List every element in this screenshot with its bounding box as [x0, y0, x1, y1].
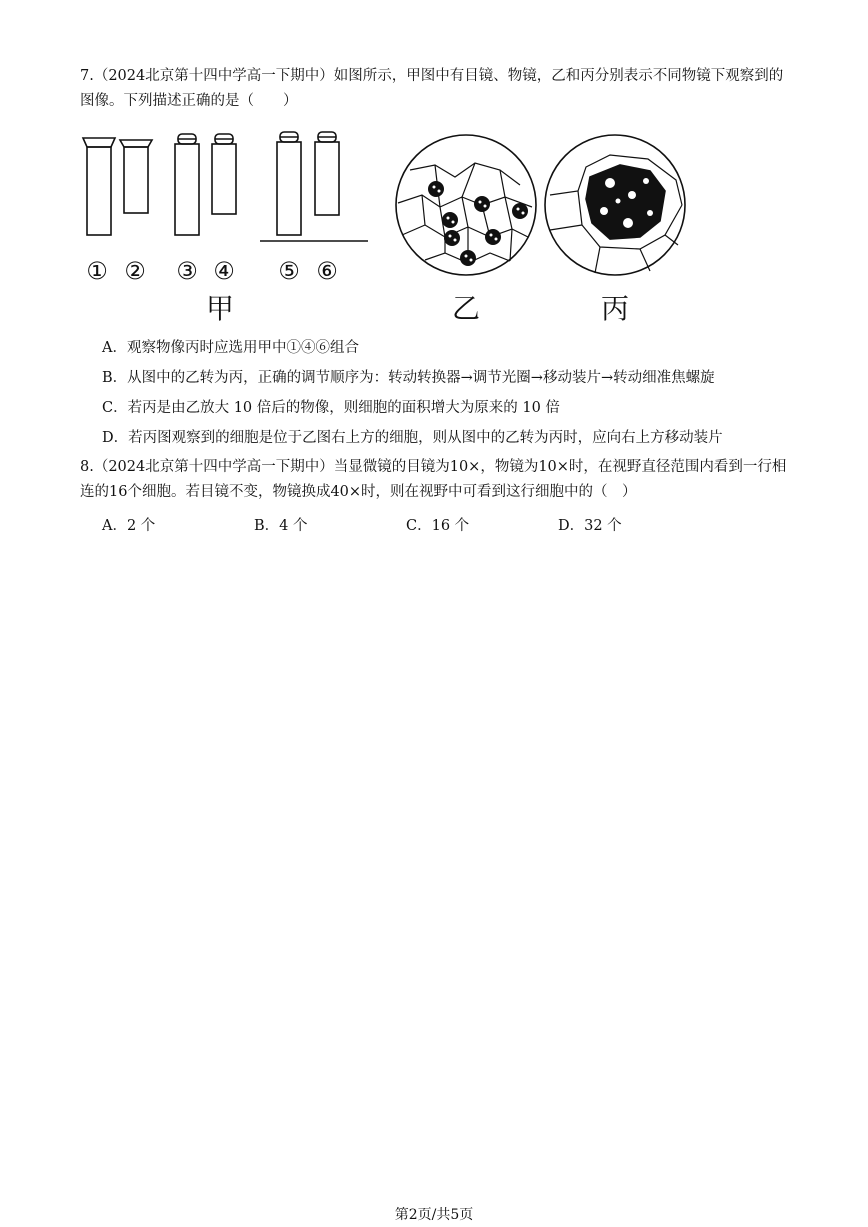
- question-7-options: [102, 333, 723, 453]
- objective-5-shape: [277, 132, 301, 235]
- caption-yi: 乙: [451, 292, 481, 325]
- page-number: 第2页/共5页: [394, 1207, 474, 1223]
- question-7-stem: 7.（2024北京第十四中学高一下期中）如图所示，甲图中有目镜、物镜，乙和丙分别表示不同物镜下观察到的图像。下列描述正确的是（ ）: [80, 68, 784, 109]
- caption-bing: 丙: [600, 292, 630, 325]
- figure-svg: [80, 125, 700, 335]
- objective-4-shape: [212, 134, 236, 214]
- question-8-options: [102, 514, 710, 535]
- label-6: ⑥: [316, 257, 338, 285]
- question-8-stem: 8.（2024北京第十四中学高一下期中）当显微镜的目镜为10×，物镜为10×时，在视野直径范围内看到一行相连的16个细胞。若目镜不变，物镜换成40×时，则在视野中可看到这行细胞中的（ ）: [80, 459, 787, 500]
- q7-option-d[interactable]: D．若丙图观察到的细胞是位于乙图右上方的细胞，则从图中的乙转为丙时，应向右上方移动装片: [102, 430, 723, 446]
- q7-option-b[interactable]: B．从图中的乙转为丙，正确的调节顺序为：转动转换器→调节光圈→移动装片→转动细准焦螺旋: [102, 370, 715, 386]
- q8-option-a[interactable]: A．2 个: [102, 518, 156, 534]
- q8-option-c[interactable]: C．16 个: [406, 518, 470, 534]
- label-2: ②: [124, 257, 146, 285]
- objective-6-shape: [315, 132, 339, 215]
- label-4: ④: [213, 257, 235, 285]
- eyepiece-2-shape: [120, 140, 152, 213]
- q8-option-b[interactable]: B．4 个: [254, 518, 308, 534]
- label-1: ①: [86, 257, 108, 285]
- microscope-figure: [80, 125, 700, 335]
- eyepiece-1-shape: [83, 138, 115, 235]
- q8-option-d[interactable]: D．32 个: [558, 518, 622, 534]
- label-5: ⑤: [278, 257, 300, 285]
- label-3: ③: [176, 257, 198, 285]
- objective-3-shape: [175, 134, 199, 235]
- q7-option-a[interactable]: A．观察物像丙时应选用甲中①④⑥组合: [102, 340, 359, 356]
- caption-jia: 甲: [205, 292, 235, 325]
- q7-option-c[interactable]: C．若丙是由乙放大 10 倍后的物像，则细胞的面积增大为原来的 10 倍: [102, 400, 560, 416]
